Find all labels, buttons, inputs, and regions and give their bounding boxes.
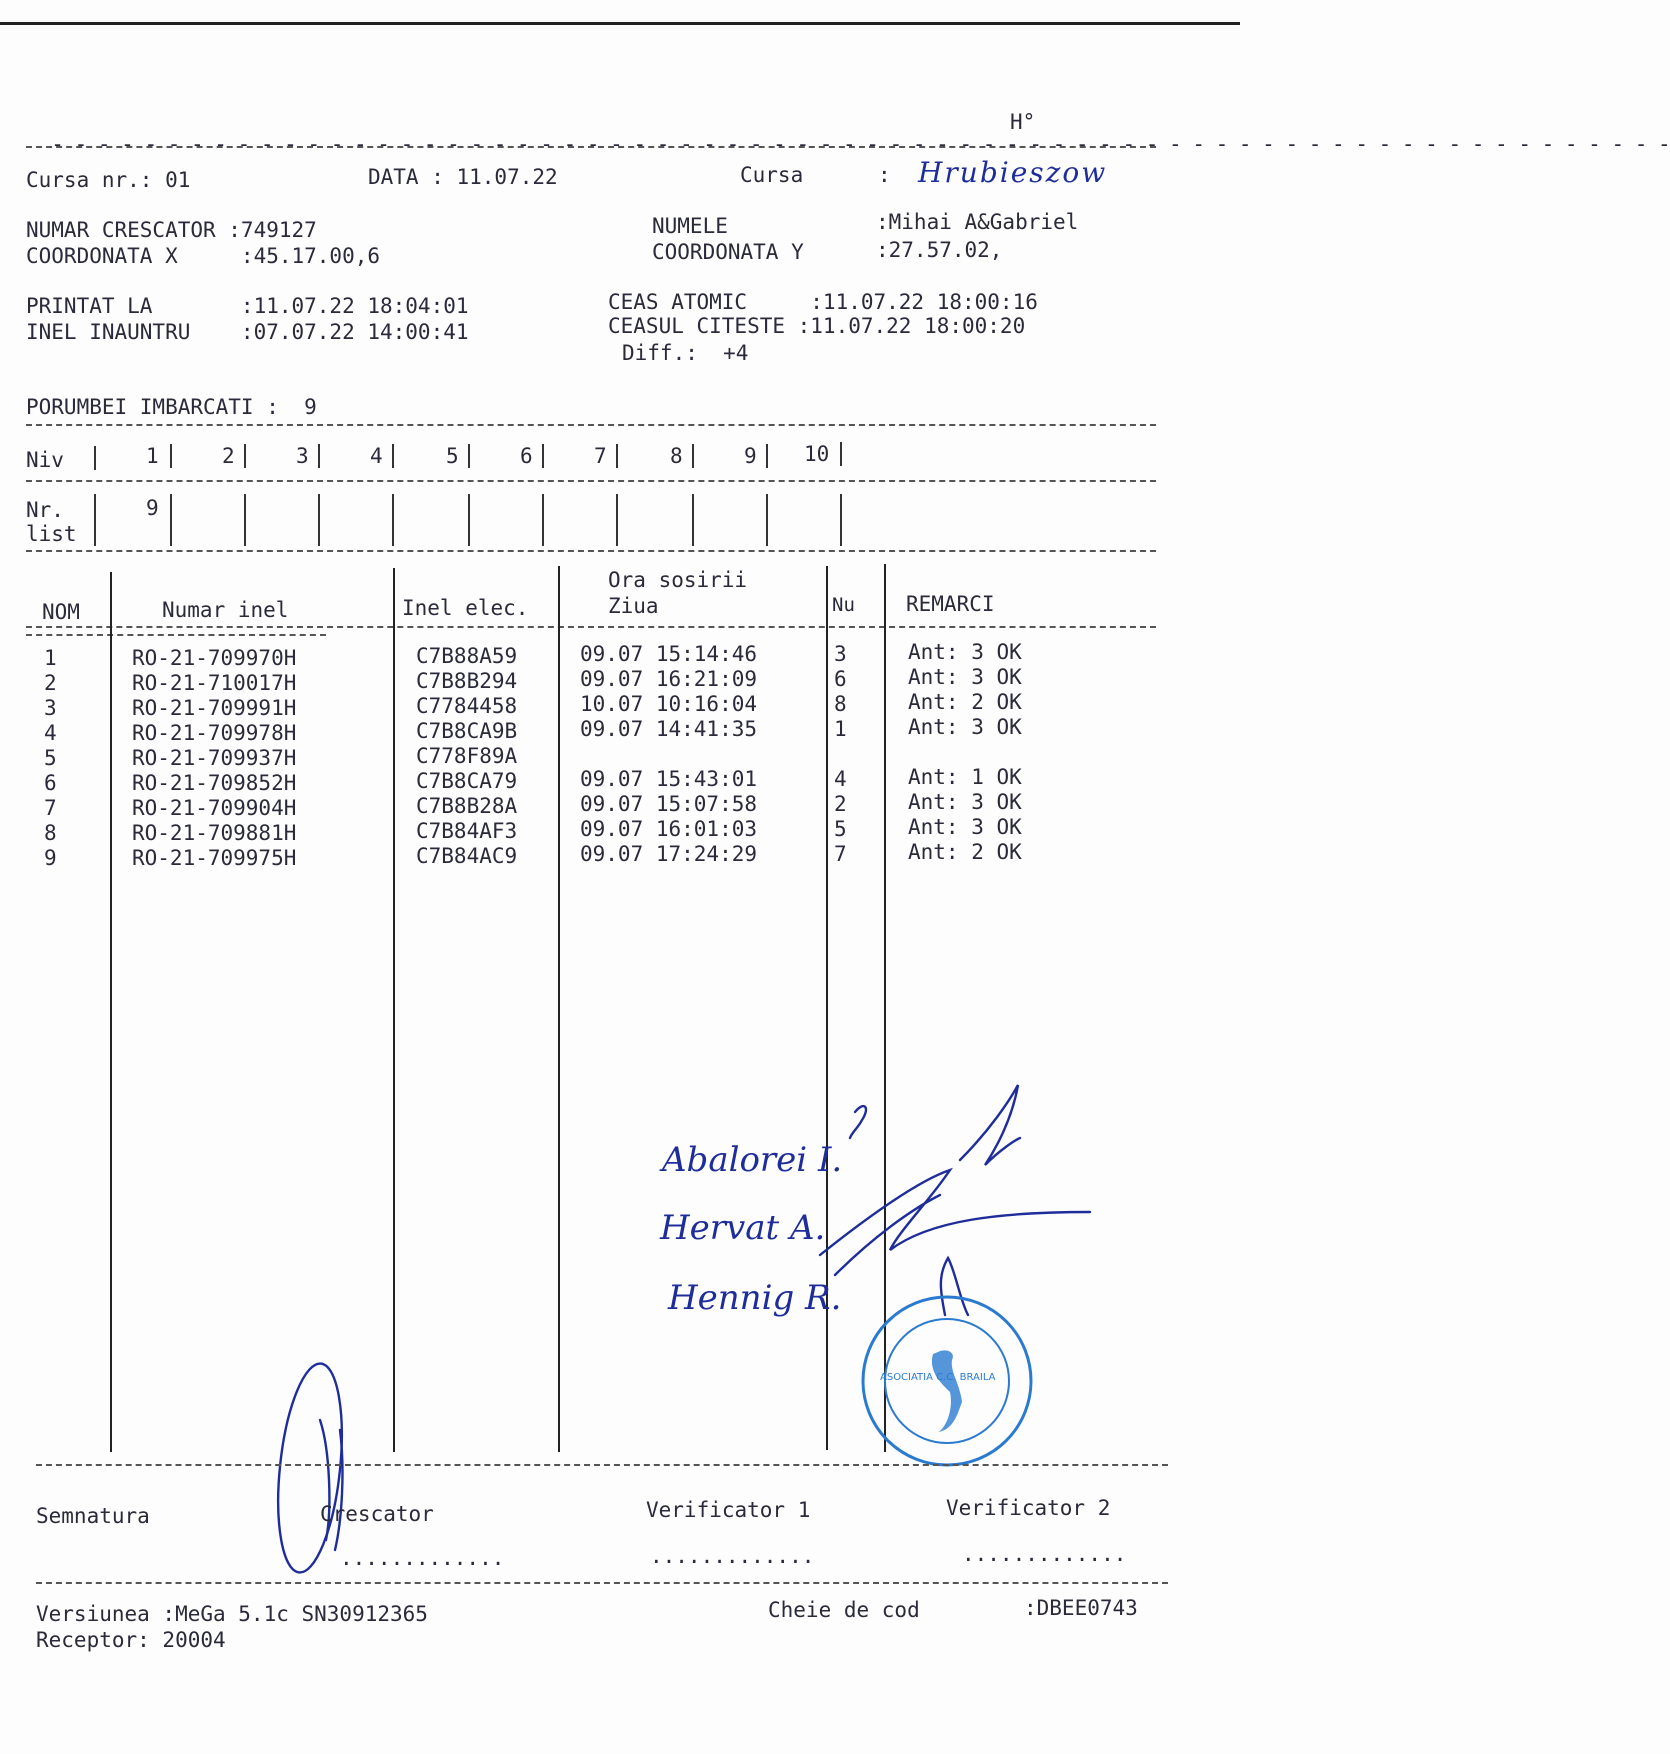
nrlist-label: Nr. [26, 498, 64, 522]
row-arrival-time: 09.07 15:43:01 [580, 767, 758, 791]
row-arrival-time: 10.07 10:16:04 [580, 692, 758, 716]
col-header-inel-elec: Inel elec. [402, 596, 529, 620]
row-ring-number: RO-21-709904H [132, 796, 297, 820]
row-electronic-ring: C778F89A [416, 744, 518, 768]
row-remarks: Ant: 3 OK [908, 815, 1022, 839]
divider [36, 1464, 1168, 1466]
niv-number: 5 [446, 444, 459, 468]
handwritten-name: Hennig R. [668, 1278, 842, 1318]
nrlist-value: 9 [146, 496, 159, 520]
cursa-number: Cursa nr.: 01 [26, 168, 191, 192]
time-difference: Diff.: +4 [622, 341, 749, 365]
row-ring-number: RO-21-709937H [132, 746, 297, 770]
signature-label: Semnatura [36, 1504, 150, 1528]
row-remarks: Ant: 2 OK [908, 690, 1022, 714]
row-arrival-time: 09.07 16:21:09 [580, 667, 758, 691]
niv-number: 10 [804, 442, 830, 466]
col-header-numar-inel: Numar inel [162, 598, 289, 622]
signature-line: ............. [650, 1544, 815, 1568]
row-nom: 8 [44, 821, 57, 845]
printed-at: PRINTAT LA :11.07.22 18:04:01 [26, 294, 469, 318]
coordinate-y: :27.57.02, [876, 238, 1003, 262]
cursa-name-label: Cursa [740, 163, 804, 187]
row-electronic-ring: C7784458 [416, 694, 518, 718]
cursa-name-handwritten: Hrubieszow [918, 156, 1108, 189]
col-header-ora-sosirii: Ora sosirii [608, 568, 748, 592]
receptor: Receptor: 20004 [36, 1628, 226, 1652]
row-arrival-time: 09.07 15:14:46 [580, 642, 758, 666]
col-header-nom: NOM [42, 600, 80, 624]
row-ring-number: RO-21-709970H [132, 646, 297, 670]
row-ring-number: RO-21-709975H [132, 846, 297, 870]
signature-line: ............. [962, 1542, 1127, 1566]
signature-line: ............. [340, 1546, 505, 1570]
niv-number: 1 [146, 444, 159, 468]
breeder-name-label: NUMELE [652, 214, 728, 238]
nrlist-label: list [26, 522, 77, 546]
verifier2-label: Verificator 2 [946, 1496, 1111, 1520]
top-marker: H° [1010, 110, 1036, 134]
col-header-remarci: REMARCI [906, 592, 995, 616]
row-remarks: Ant: 2 OK [908, 840, 1022, 864]
breeder-name: :Mihai A&Gabriel [876, 210, 1079, 234]
coordinate-x: COORDONATA X :45.17.00,6 [26, 244, 381, 268]
row-nom: 5 [44, 746, 57, 770]
row-ring-number: RO-21-710017H [132, 671, 297, 695]
col-header-nu: Nu [832, 594, 855, 616]
niv-number: 7 [594, 444, 607, 468]
row-electronic-ring: C7B8B294 [416, 669, 518, 693]
row-nom: 1 [44, 646, 57, 670]
handwritten-name: Abalorei I. [662, 1140, 843, 1180]
row-ring-number: RO-21-709852H [132, 771, 297, 795]
cursa-name-colon: : [878, 163, 891, 187]
row-electronic-ring: C7B8CA79 [416, 769, 518, 793]
handwritten-name: Hervat A. [660, 1208, 826, 1248]
niv-number: 3 [296, 444, 309, 468]
row-nu: 3 [834, 642, 847, 666]
row-nu: 1 [834, 717, 847, 741]
row-remarks: Ant: 3 OK [908, 715, 1022, 739]
row-nom: 2 [44, 671, 57, 695]
code-key-label: Cheie de cod [768, 1598, 920, 1622]
pigeons-embarked: PORUMBEI IMBARCATI : 9 [26, 395, 317, 419]
row-arrival-time: 09.07 15:07:58 [580, 792, 758, 816]
row-ring-number: RO-21-709991H [132, 696, 297, 720]
row-nom: 6 [44, 771, 57, 795]
row-arrival-time: 09.07 14:41:35 [580, 717, 758, 741]
row-arrival-time: 09.07 16:01:03 [580, 817, 758, 841]
col-header-ziua: Ziua [608, 594, 659, 618]
row-nom: 7 [44, 796, 57, 820]
atomic-clock: CEAS ATOMIC :11.07.22 18:00:16 [608, 290, 1038, 314]
row-electronic-ring: C7B84AC9 [416, 844, 518, 868]
niv-number: 6 [520, 444, 533, 468]
row-nu: 2 [834, 792, 847, 816]
row-remarks: Ant: 3 OK [908, 665, 1022, 689]
row-ring-number: RO-21-709881H [132, 821, 297, 845]
row-remarks: Ant: 3 OK [908, 640, 1022, 664]
breeder-number: NUMAR CRESCATOR :749127 [26, 218, 317, 242]
breeder-signature-label: Crescator [320, 1502, 434, 1526]
row-nu: 5 [834, 817, 847, 841]
row-electronic-ring: C7B84AF3 [416, 819, 518, 843]
row-nom: 3 [44, 696, 57, 720]
row-arrival-time: 09.07 17:24:29 [580, 842, 758, 866]
divider [36, 1582, 1168, 1584]
row-remarks: Ant: 3 OK [908, 790, 1022, 814]
verifier1-label: Verificator 1 [646, 1498, 811, 1522]
row-nom: 4 [44, 721, 57, 745]
row-nu: 7 [834, 842, 847, 866]
row-electronic-ring: C7B8B28A [416, 794, 518, 818]
row-nu: 8 [834, 692, 847, 716]
stamp-text: ASOCIATIA C.C. BRAILA [880, 1372, 996, 1383]
ring-inside: INEL INAUNTRU :07.07.22 14:00:41 [26, 320, 469, 344]
row-remarks: Ant: 1 OK [908, 765, 1022, 789]
row-nom: 9 [44, 846, 57, 870]
niv-number: 4 [370, 444, 383, 468]
row-nu: 4 [834, 767, 847, 791]
coordinate-y-label: COORDONATA Y [652, 240, 804, 264]
race-date: DATA : 11.07.22 [368, 165, 558, 189]
niv-number: 2 [222, 444, 235, 468]
clock-reads: CEASUL CITESTE :11.07.22 18:00:20 [608, 314, 1026, 338]
software-version: Versiunea :MeGa 5.1c SN30912365 [36, 1602, 428, 1626]
code-key: :DBEE0743 [1024, 1596, 1138, 1620]
niv-number: 8 [670, 444, 683, 468]
niv-number: 9 [744, 444, 757, 468]
top-dashed-rule: - - - - - - - - - - - - - - - - - - - - - - - - - - - - - - - - - - - - - - - - - - - - - - - - - - - - - - - - - - - - - - - - - - - - - - [51, 132, 1670, 156]
row-electronic-ring: C7B88A59 [416, 644, 518, 668]
row-ring-number: RO-21-709978H [132, 721, 297, 745]
row-electronic-ring: C7B8CA9B [416, 719, 518, 743]
niv-label: Niv [26, 448, 64, 472]
row-nu: 6 [834, 667, 847, 691]
